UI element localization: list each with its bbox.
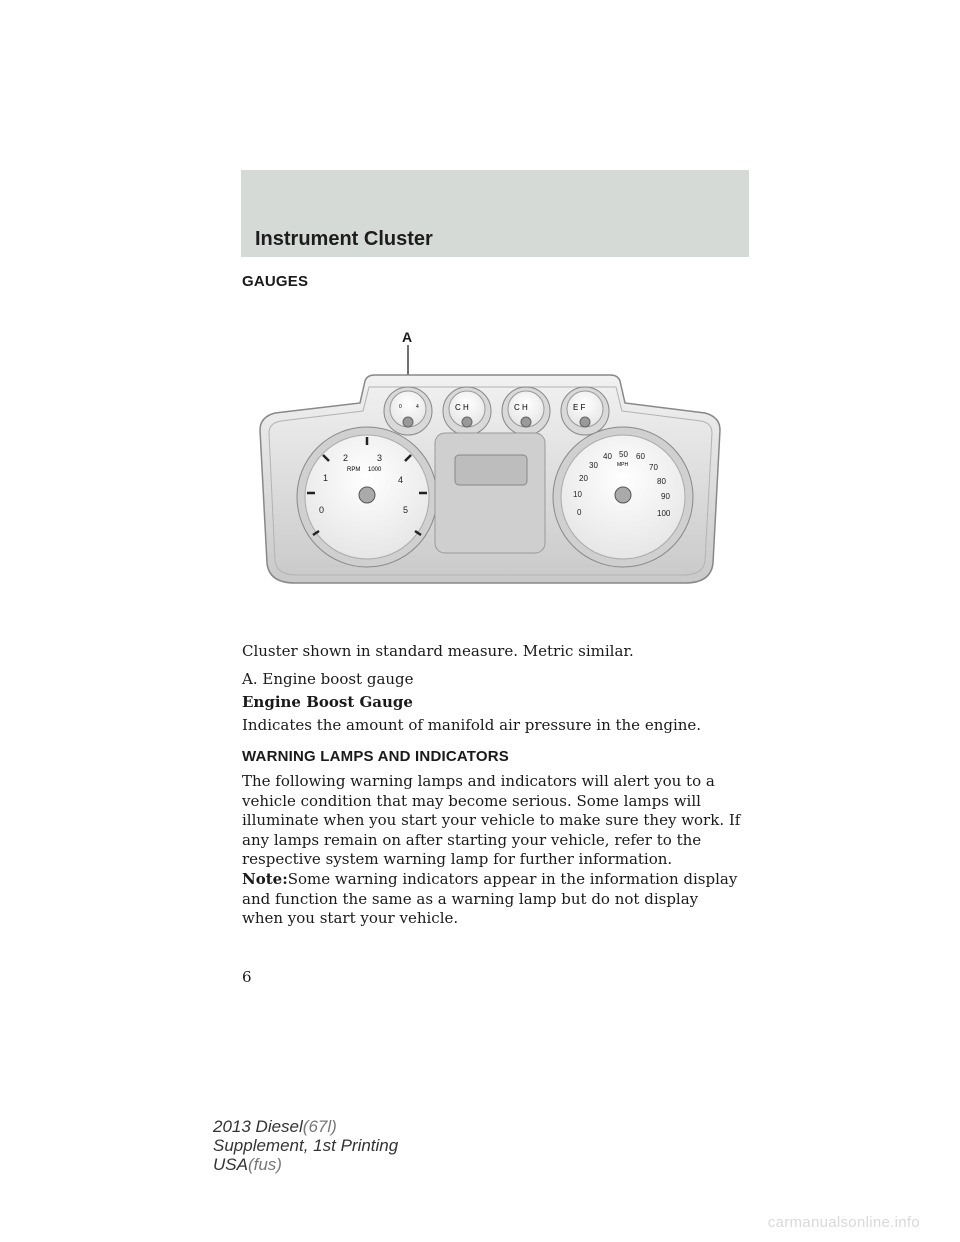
rpm-label: RPM [347, 467, 361, 473]
speedo-tick: 40 [603, 452, 612, 461]
tach-tick: 4 [398, 475, 404, 485]
speedo-tick: 0 [577, 508, 582, 517]
warning-heading: WARNING LAMPS AND INDICATORS [242, 748, 509, 765]
page-title: Instrument Cluster [255, 228, 433, 250]
mph-label: MPH [617, 462, 629, 468]
footer-line3: USA [213, 1155, 248, 1174]
svg-text:0: 0 [399, 404, 402, 410]
boost-gauge [384, 387, 432, 435]
svg-text:4: 4 [416, 404, 419, 410]
oil-pressure-gauge [443, 387, 491, 435]
small-gauge-label: E F [573, 403, 586, 412]
footer-line1-code: (67l) [302, 1117, 337, 1136]
tach-tick: 1 [323, 473, 329, 483]
speedo-tick: 90 [661, 492, 670, 501]
speedo-tick: 70 [649, 463, 658, 472]
callout-description: A. Engine boost gauge [242, 670, 414, 688]
header-band [241, 170, 749, 257]
note-label: Note: [242, 870, 288, 888]
speedo-tick: 50 [619, 450, 628, 459]
page-number: 6 [242, 968, 252, 986]
engine-temp-gauge [502, 387, 550, 435]
tachometer [297, 427, 437, 567]
speedo-tick: 30 [589, 461, 598, 470]
rpm-unit-label: 1000 [368, 467, 382, 473]
tach-tick: 0 [319, 505, 325, 515]
engine-boost-subheading: Engine Boost Gauge [242, 693, 413, 711]
note-text: Some warning indicators appear in the information display and function the same as a warning lamp but do not display when you start your vehicle. [242, 870, 738, 927]
speedo-tick: 80 [657, 477, 666, 486]
speedo-tick: 100 [657, 509, 671, 518]
info-display-housing [435, 433, 545, 553]
warning-paragraph: The following warning lamps and indicators will alert you to a vehicle condition that may become serious. Some lamps will illuminate when you start your vehicle to make sure they work. If any lamps remain on after starting your vehicle, refer to the respective system warning lamp for further information. [242, 772, 741, 868]
callout-label: A [402, 329, 413, 345]
footer-line3-code: (fus) [247, 1155, 282, 1174]
footer-line2: Supplement, 1st Printing [213, 1136, 399, 1155]
footer-line1: 2013 Diesel [213, 1117, 303, 1136]
figure-caption: Cluster shown in standard measure. Metric similar. [242, 642, 634, 660]
info-display-screen [455, 455, 527, 485]
speedometer [553, 427, 693, 567]
print-footer [213, 1117, 398, 1174]
small-gauge-label: C H [514, 403, 528, 412]
watermark: carmanualsonline.info [767, 1214, 920, 1231]
small-gauge-label: C H [455, 403, 469, 412]
note-paragraph [242, 870, 742, 929]
fuel-gauge [561, 387, 609, 435]
cluster-illustration [255, 325, 725, 595]
tach-tick: 5 [403, 505, 409, 515]
gauges-heading: GAUGES [242, 273, 309, 290]
instrument-cluster-figure [255, 325, 725, 595]
speedo-tick: 20 [579, 474, 588, 483]
engine-boost-description: Indicates the amount of manifold air pressure in the engine. [242, 716, 702, 734]
speedo-tick: 10 [573, 490, 582, 499]
speedo-tick: 60 [636, 452, 645, 461]
tach-tick: 3 [377, 453, 383, 463]
tach-tick: 2 [343, 453, 349, 463]
